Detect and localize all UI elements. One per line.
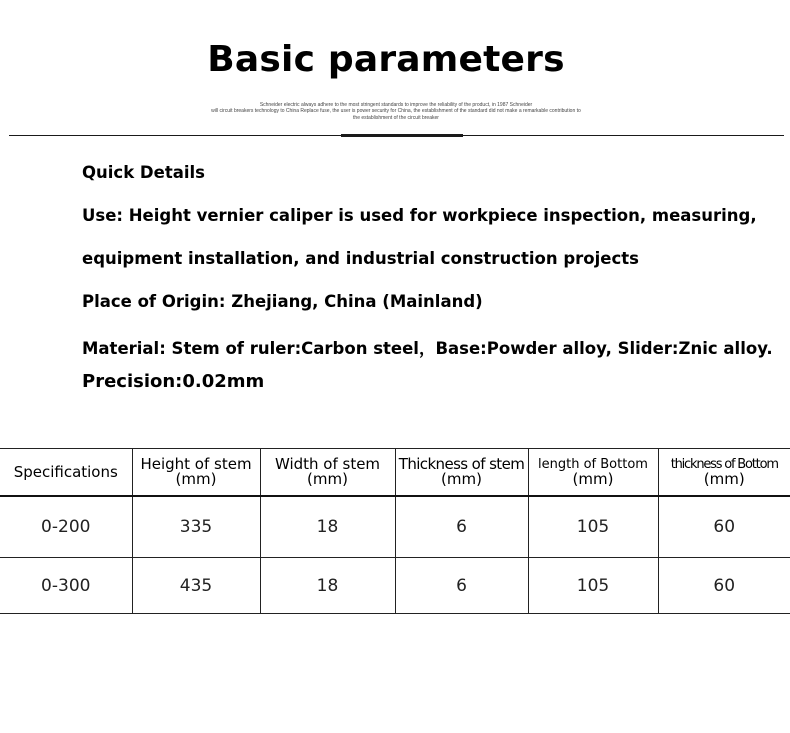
subtitle-line: the establishment of the circuit breaker — [353, 114, 439, 121]
table-header-cell — [528, 449, 658, 497]
use-text-line-2: equipment installation, and industrial construction projects — [82, 249, 639, 268]
table-header-cell — [132, 449, 260, 497]
title-divider-accent — [341, 134, 463, 137]
table-cell: 0-300 — [0, 558, 132, 614]
header-label: Height of stem — [140, 455, 252, 473]
table-cell: 60 — [658, 496, 790, 558]
table-cell: 18 — [260, 558, 395, 614]
table-row — [0, 496, 790, 558]
table-cell: 6 — [395, 496, 528, 558]
header-unit: (mm) — [175, 470, 217, 488]
table-header-cell — [260, 449, 395, 497]
table-cell: 105 — [528, 496, 658, 558]
specifications-table — [0, 448, 790, 614]
subtitle-text — [200, 102, 592, 121]
table-cell: 105 — [528, 558, 658, 614]
header-unit: (mm) — [441, 470, 482, 488]
header-label: thickness of Bottom — [670, 457, 778, 472]
table-cell: 60 — [658, 558, 790, 614]
header-unit: (mm) — [307, 470, 348, 488]
subtitle-line: will circuit breakers technology to China Replace fuse, the user is power security for China, the establishment of the standard did not make a remarkable contribution to — [211, 108, 581, 115]
table-header-cell — [395, 449, 528, 497]
table-row — [0, 558, 790, 614]
table-header-cell — [0, 449, 132, 497]
header-unit: (mm) — [703, 470, 745, 488]
table-cell: 435 — [132, 558, 260, 614]
header-label: Specifications — [13, 462, 118, 481]
precision-text: Precision:0.02mm — [82, 371, 265, 392]
subtitle-line: Schneider electric always adhere to the most stringent standards to improve the reliability of the product, in 1987 Schneider — [259, 102, 533, 108]
header-label: Thickness of stem — [398, 455, 525, 473]
table-cell: 18 — [260, 496, 395, 558]
use-text-line-1: Use: Height vernier caliper is used for workpiece inspection, measuring, — [82, 206, 757, 225]
material-text: Material: Stem of ruler:Carbon steel，Base:Powder alloy, Slider:Znic alloy. — [82, 339, 773, 358]
table-cell: 335 — [132, 496, 260, 558]
table-header-cell — [658, 449, 790, 497]
header-unit: (mm) — [572, 470, 614, 488]
page-title: Basic parameters — [207, 39, 565, 80]
header-label: length of Bottom — [538, 457, 648, 472]
header-label: Width of stem — [274, 455, 381, 473]
table-header-row — [0, 449, 790, 497]
quick-details-heading: Quick Details — [82, 163, 205, 182]
table-cell: 6 — [395, 558, 528, 614]
origin-text: Place of Origin: Zhejiang, China (Mainland) — [82, 292, 483, 311]
table-cell: 0-200 — [0, 496, 132, 558]
